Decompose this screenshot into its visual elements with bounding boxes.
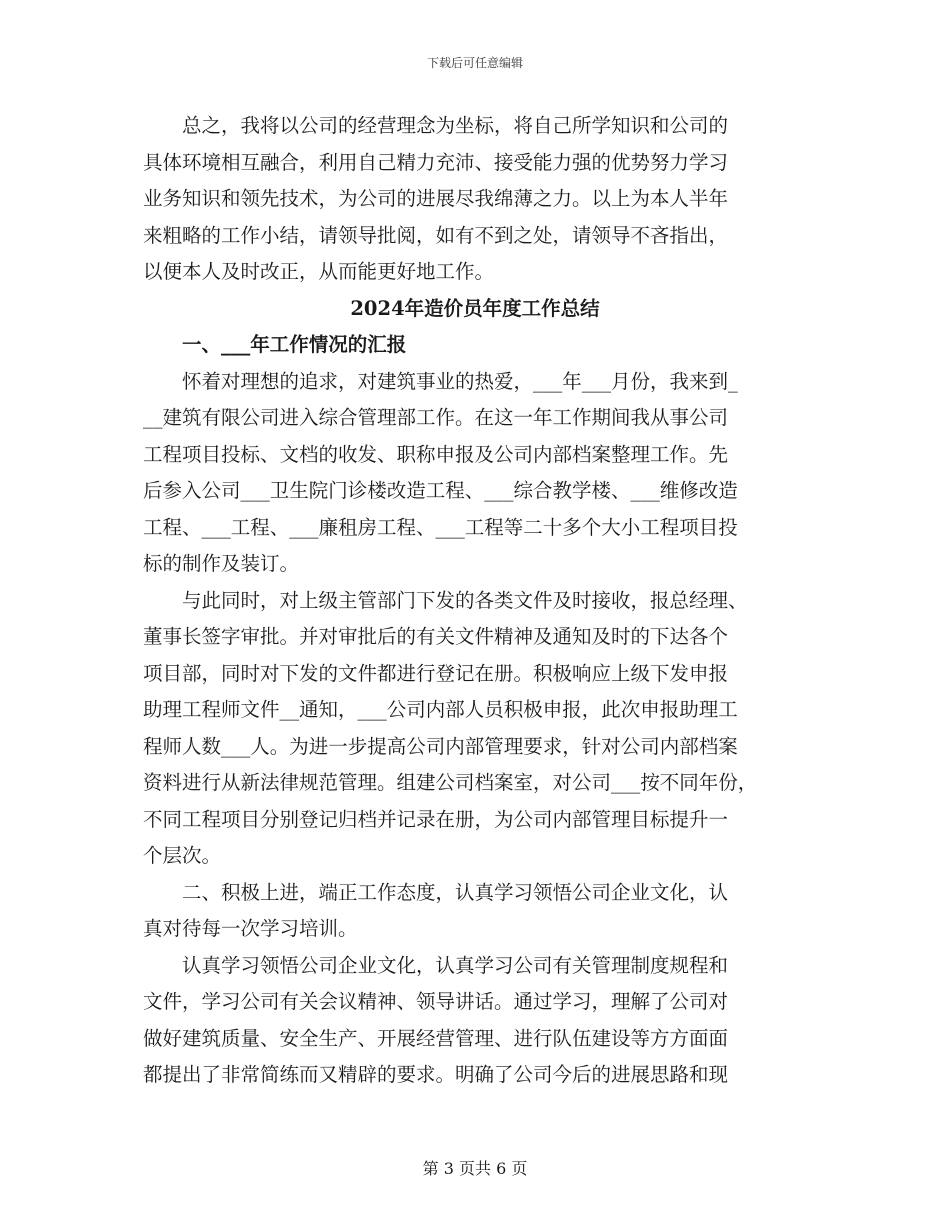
- paragraph-line: 董事长签字审批。并对审批后的有关文件精神及通知及时的下达各个: [143, 625, 729, 648]
- page-number-footer: 第 3 页共 6 页: [422, 1159, 528, 1178]
- document-title: 2024年造价员年度工作总结: [350, 296, 600, 320]
- paragraph-line: 项目部，同时对下发的文件都进行登记在册。积极响应上级下发申报: [143, 661, 729, 685]
- paragraph-line: __建筑有限公司进入综合管理部工作。在这一年工作期间我从事公司: [143, 406, 729, 429]
- section-heading: 一、___年工作情况的汇报: [182, 333, 407, 356]
- paragraph-line: 不同工程项目分别登记归档并记录在册，为公司内部管理目标提升一: [143, 807, 729, 831]
- paragraph-line: 工程、___工程、___廉租房工程、___工程等二十多个大小工程项目投: [143, 515, 738, 539]
- paragraph-line: 工程项目投标、文档的收发、职称申报及公司内部档案整理工作。先: [143, 442, 729, 466]
- document-body: [143, 108, 807, 1094]
- paragraph-line: 以便本人及时改正，从而能更好地工作。: [143, 260, 495, 283]
- paragraph-line: 认真学习领悟公司企业文化，认真学习公司有关管理制度规程和: [182, 953, 729, 977]
- paragraph-line: 业务知识和领先技术，为公司的进展尽我绵薄之力。以上为本人半年: [143, 187, 729, 210]
- paragraph-line: 资料进行从新法律规范管理。组建公司档案室，对公司___按不同年份，: [143, 771, 758, 794]
- paragraph-line: 程师人数___人。为进一步提高公司内部管理要求，针对公司内部档案: [143, 734, 738, 758]
- paragraph-line: 后参入公司___卫生院门诊楼改造工程、___综合教学楼、___维修改造: [143, 479, 738, 502]
- paragraph-line: 总之，我将以公司的经营理念为坐标，将自己所学知识和公司的: [182, 114, 729, 137]
- paragraph-line: 来粗略的工作小结，请领导批阅，如有不到之处，请领导不吝指出，: [143, 223, 729, 247]
- paragraph-line: 文件，学习公司有关会议精神、领导讲话。通过学习，理解了公司对: [143, 990, 729, 1013]
- paragraph-line: 真对待每一次学习培训。: [143, 917, 358, 940]
- paragraph-line: 助理工程师文件__通知，___公司内部人员积极申报，此次申报助理工: [143, 698, 738, 721]
- paragraph-line: 都提出了非常简练而又精辟的要求。明确了公司今后的进展思路和现: [143, 1063, 729, 1086]
- section-heading: 二、积极上进，端正工作态度，认真学习领悟公司企业文化，认: [182, 880, 729, 904]
- paragraph-line: 与此同时，对上级主管部门下发的各类文件及时接收，报总经理、: [182, 588, 748, 612]
- paragraph-line: 标的制作及装订。: [143, 552, 300, 575]
- paragraph-line: 怀着对理想的追求，对建筑事业的热爱，___年___月份，我来到_: [182, 369, 738, 393]
- paragraph-line: 具体环境相互融合，利用自己精力充沛、接受能力强的优势努力学习: [143, 150, 729, 174]
- paragraph-line: 做好建筑质量、安全生产、开展经营管理、进行队伍建设等方方面面: [143, 1026, 729, 1050]
- page-header: 下载后可任意编辑: [426, 56, 523, 70]
- paragraph-line: 个层次。: [143, 844, 222, 867]
